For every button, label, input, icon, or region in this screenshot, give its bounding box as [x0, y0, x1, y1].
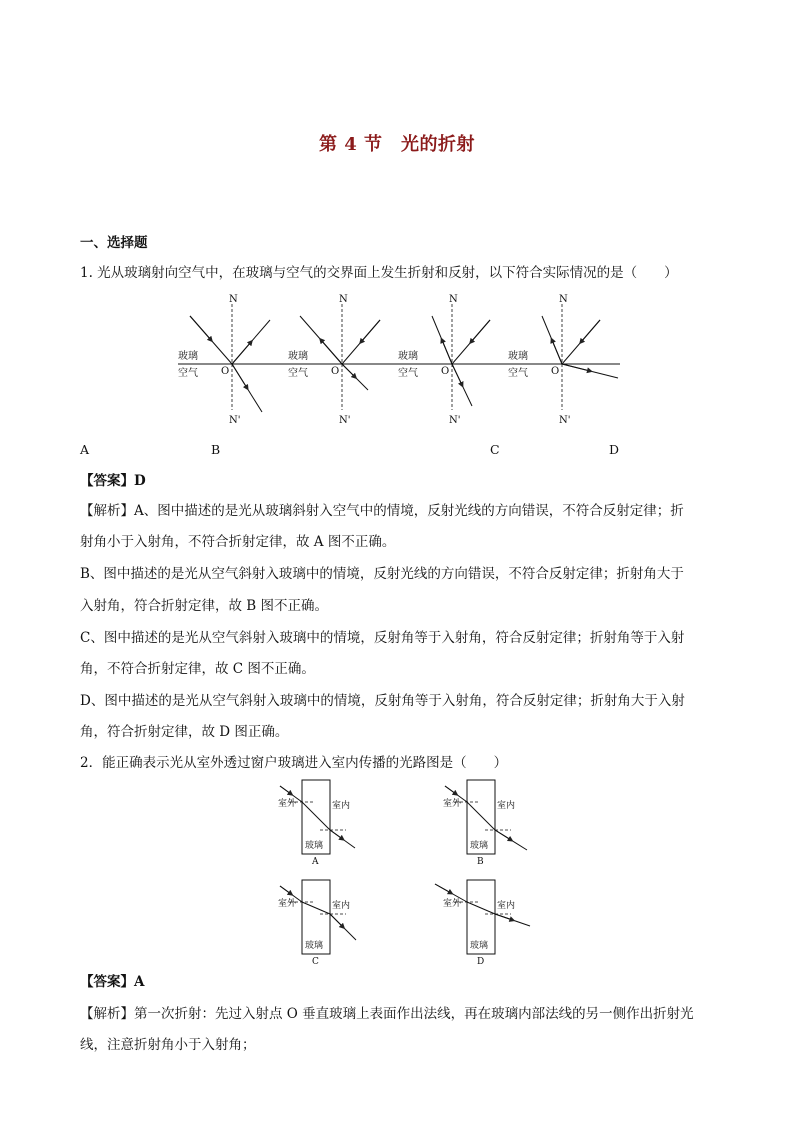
q1-analysis-line: 入射角，符合折射定律，故 B 图不正确。 [80, 598, 329, 614]
light-ray [467, 902, 495, 914]
label-glass: 玻璃 [470, 841, 489, 851]
q1-option-c: C [490, 442, 500, 457]
label-glass: 玻璃 [398, 351, 418, 362]
reflected-arrow [442, 340, 452, 364]
label-outdoor: 室外 [278, 799, 297, 809]
q1-option-b: B [211, 442, 221, 457]
q1-text: 1. 光从玻璃射向空气中，在玻璃与空气的交界面上发生折射和反射，以下符合实际情况的是（ ） [80, 265, 678, 281]
q2-text: 2．能正确表示光从室外透过窗户玻璃进入室内传播的光路图是（ ） [80, 755, 508, 771]
q1-diagram [398, 294, 510, 426]
reflected-arrow [552, 340, 562, 364]
q1-analysis-line: 【解析】A、图中描述的是光从玻璃斜射入空气中的情境，反射光线的方向错误，不符合反射定律；折 [80, 503, 684, 519]
label-glass: 玻璃 [288, 351, 308, 362]
light-arrow [495, 914, 513, 920]
q1-analysis-line: 射角小于入射角，不符合折射定律，故 A 图不正确。 [80, 534, 396, 550]
refracted-arrow [562, 364, 590, 371]
q2-option-label: C [312, 957, 319, 967]
q1-analysis-line: C、图中描述的是光从空气斜射入玻璃中的情境，反射角等于入射角，符合反射定律；折射角等于入射 [80, 630, 685, 646]
label-outdoor: 室外 [443, 799, 462, 809]
label-n-prime: N' [339, 415, 351, 426]
label-air: 空气 [398, 368, 418, 379]
q2-analysis-line: 线，注意折射角小于入射角； [80, 1037, 256, 1053]
q2-diagram [278, 780, 355, 867]
q1-option-a: A [80, 442, 90, 457]
q2-answer: 【答案】A [80, 974, 145, 990]
light-arrow [435, 884, 451, 893]
q2-diagram [443, 780, 527, 867]
section-heading: 一、选择题 [80, 235, 148, 251]
light-ray [467, 802, 495, 830]
incident-arrow [190, 316, 211, 340]
light-arrow [280, 786, 291, 794]
reflected-arrow [232, 342, 251, 364]
refracted-arrow [342, 364, 355, 377]
incident-arrow [471, 320, 490, 342]
incident-arrow [361, 320, 380, 342]
q1-figure [160, 290, 620, 430]
q1-analysis-line: D、图中描述的是光从空气斜射入玻璃中的情境，反射角等于入射角，符合反射定律；折射角大于入射 [80, 693, 685, 709]
label-n-prime: N' [229, 415, 241, 426]
q2-diagram [435, 880, 530, 967]
label-n-prime: N' [449, 415, 461, 426]
label-glass: 玻璃 [470, 941, 489, 951]
q2-figure [250, 778, 550, 968]
label-o: O [441, 366, 450, 377]
label-n: N [229, 294, 238, 305]
reflected-arrow [321, 340, 342, 364]
q1-diagram [178, 294, 290, 426]
q2-analysis-line: 【解析】第一次折射：先过入射点 O 垂直玻璃上表面作出法线，再在玻璃内部法线的另一侧作出折射光 [80, 1006, 694, 1022]
q1-answer: 【答案】D [80, 473, 146, 489]
q1-option-d: D [609, 442, 620, 457]
label-outdoor: 室外 [278, 899, 297, 909]
refracted-arrow [452, 364, 462, 385]
label-n: N [559, 294, 568, 305]
label-glass: 玻璃 [305, 841, 324, 851]
label-glass: 玻璃 [178, 351, 198, 362]
label-o: O [331, 366, 340, 377]
light-arrow [280, 886, 291, 894]
refracted-arrow [232, 364, 247, 388]
q1-diagram [288, 294, 400, 426]
light-ray [302, 802, 330, 830]
label-n-prime: N' [559, 415, 571, 426]
label-o: O [221, 366, 230, 377]
label-air: 空气 [288, 368, 308, 379]
light-ray [302, 902, 330, 914]
label-o: O [551, 366, 560, 377]
incident-arrow [581, 320, 600, 342]
light-arrow [330, 914, 343, 927]
label-indoor: 室内 [497, 801, 516, 811]
label-outdoor: 室外 [443, 899, 462, 909]
label-air: 空气 [508, 368, 528, 379]
label-indoor: 室内 [332, 901, 351, 911]
light-arrow [330, 830, 343, 839]
q1-diagram [508, 294, 620, 426]
light-arrow [445, 786, 456, 794]
page-title: 第 4 节 光的折射 [318, 134, 476, 155]
q1-analysis-line: 角，符合折射定律，故 D 图正确。 [80, 724, 289, 740]
q1-analysis-line: B、图中描述的是光从空气斜射入玻璃中的情境，反射光线的方向错误，不符合反射定律；折射角大于 [80, 566, 684, 582]
q2-option-label: B [477, 857, 484, 867]
label-n: N [449, 294, 458, 305]
label-indoor: 室内 [497, 901, 516, 911]
q2-diagram [278, 880, 356, 967]
light-arrow [495, 830, 511, 840]
q2-option-label: D [477, 957, 485, 967]
label-air: 空气 [178, 368, 198, 379]
label-glass: 玻璃 [508, 351, 528, 362]
q1-analysis-line: 角，不符合折射定律，故 C 图不正确。 [80, 661, 315, 677]
q2-option-label: A [312, 857, 319, 867]
label-indoor: 室内 [332, 801, 351, 811]
label-glass: 玻璃 [305, 941, 324, 951]
label-n: N [339, 294, 348, 305]
